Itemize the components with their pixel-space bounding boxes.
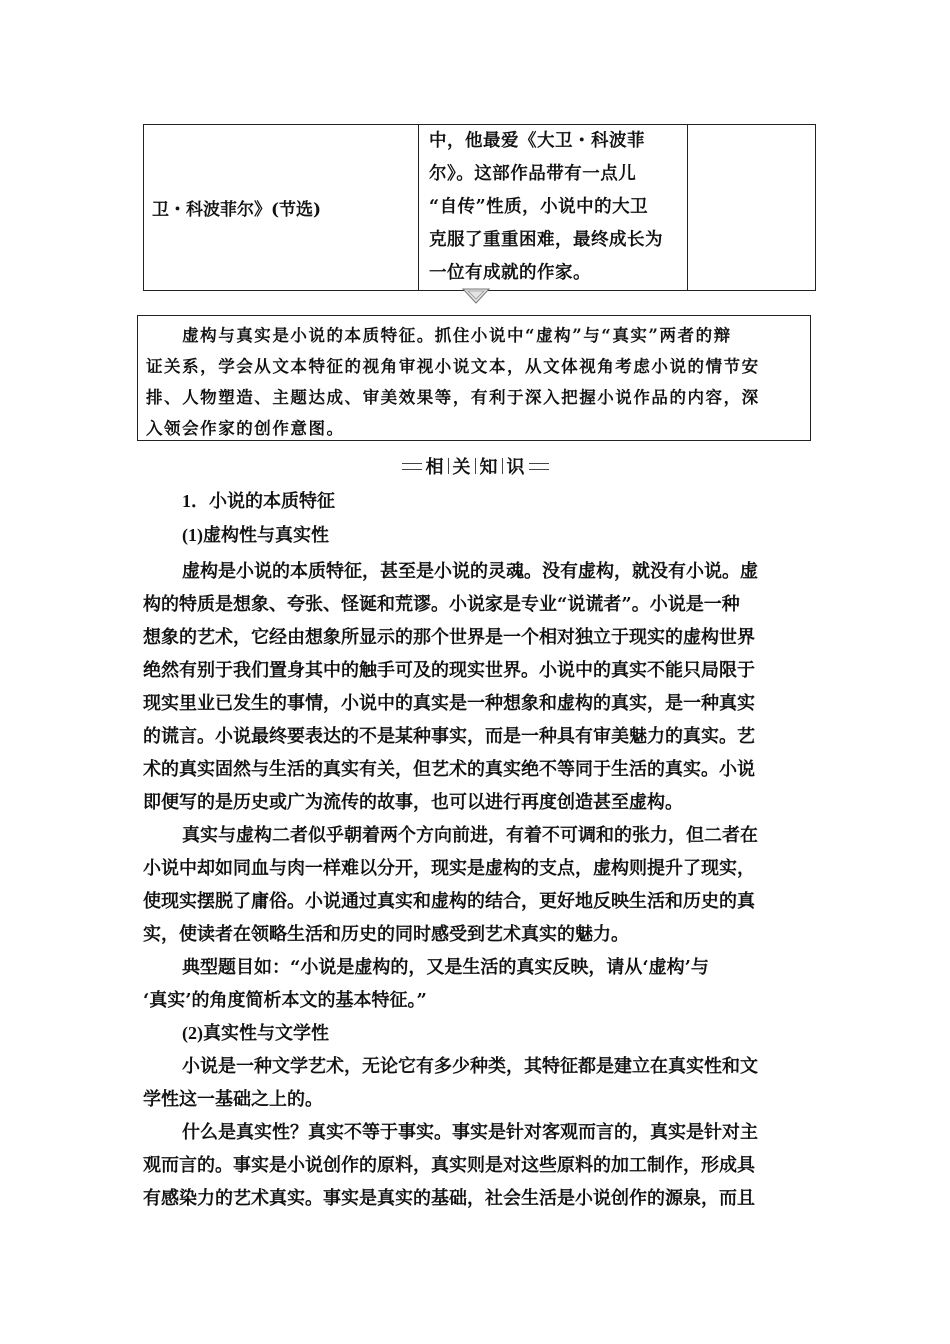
paragraph-line: 小说中却如同血与肉一样难以分开，现实是虚构的支点，虚构则提升了现实， — [143, 858, 755, 879]
paragraph-line: 观而言的。事实是小说创作的原料，真实则是对这些原料的加工制作，形成具 — [143, 1155, 755, 1176]
paragraph-line: 即便写的是历史或广为流传的故事，也可以进行再度创造甚至虚构。 — [143, 792, 683, 813]
intro-line: 虚构与真实是小说的本质特征。抓住小说中“虚构”与“真实”两者的辩 — [146, 326, 732, 345]
table-desc-line: “自传”性质，小说中的大卫 — [429, 197, 649, 217]
heading-char: 相 — [425, 457, 444, 478]
heading-char: 知 — [479, 457, 498, 478]
intro-box — [137, 315, 811, 441]
table-desc-line: 克服了重重困难，最终成长为 — [429, 230, 663, 250]
heading-char: 识 — [506, 457, 525, 478]
paragraph-line: 什么是真实性？真实不等于事实。事实是针对客观而言的，真实是针对主 — [182, 1122, 758, 1143]
decor-double-bar-right — [529, 463, 549, 470]
paragraph-line: 现实里业已发生的事情，小说中的真实是一种想象和虚构的真实，是一种真实 — [143, 693, 755, 714]
down-arrow-icon — [461, 288, 491, 306]
paragraph-line: 学性这一基础之上的。 — [143, 1089, 323, 1110]
paragraph-line: 术的真实固然与生活的真实有关，但艺术的真实绝不等同于生活的真实。小说 — [143, 759, 755, 780]
paragraph-line: 小说是一种文学艺术，无论它有多少种类，其特征都是建立在真实性和文 — [182, 1056, 758, 1077]
intro-line: 入领会作家的创作意图。 — [146, 419, 345, 438]
section-heading — [395, 452, 555, 480]
section-title: 1．小说的本质特征 — [182, 491, 335, 511]
paragraph-line: 典型题目如：“小说是虚构的，又是生活的真实反映，请从‘虚构’与 — [182, 957, 709, 978]
intro-line: 排、人物塑造、主题达成、审美效果等，有利于深入把握小说作品的内容，深 — [146, 388, 760, 407]
intro-line: 证关系，学会从文本特征的视角审视小说文本，从文体视角考虑小说的情节安 — [146, 357, 760, 376]
heading-char: 关 — [452, 457, 471, 478]
paragraph-line: 有感染力的艺术真实。事实是真实的基础，社会生活是小说创作的源泉，而且 — [143, 1188, 755, 1209]
table-desc-line: 一位有成就的作家。 — [429, 263, 591, 283]
table-cell-empty — [688, 125, 816, 291]
paragraph-line: 使现实摆脱了庸俗。小说通过真实和虚构的结合，更好地反映生活和历史的真 — [143, 891, 755, 912]
table-cell-description — [419, 125, 688, 291]
paragraph-line: 想象的艺术，它经由想象所显示的那个世界是一个相对独立于现实的虚构世界 — [143, 627, 755, 648]
table-desc-line: 中，他最爱《大卫・科波菲 — [429, 131, 645, 151]
subsection-title: (1)虚构性与真实性 — [182, 525, 329, 545]
decor-double-bar-left — [402, 463, 422, 470]
paragraph-line: 实，使读者在领略生活和历史的同时感受到艺术真实的魅力。 — [143, 924, 629, 945]
info-table — [143, 124, 816, 291]
table-cell-title: 卫・科波菲尔》(节选) — [144, 125, 419, 291]
paragraph-line: 的谎言。小说最终要表达的不是某种事实，而是一种具有审美魅力的真实。艺 — [143, 726, 755, 747]
paragraph-line: 构的特质是想象、夸张、怪诞和荒谬。小说家是专业“说谎者”。小说是一种 — [143, 594, 740, 615]
subsection-title: (2)真实性与文学性 — [182, 1023, 329, 1043]
paragraph-line: 真实与虚构二者似乎朝着两个方向前进，有着不可调和的张力，但二者在 — [182, 825, 758, 846]
paragraph-line: 绝然有别于我们置身其中的触手可及的现实世界。小说中的真实不能只局限于 — [143, 660, 755, 681]
table-desc-line: 尔》。这部作品带有一点儿 — [429, 164, 637, 184]
paragraph-line: 虚构是小说的本质特征，甚至是小说的灵魂。没有虚构，就没有小说。虚 — [182, 561, 758, 582]
paragraph-line: ‘真实’的角度简析本文的基本特征。” — [143, 990, 427, 1011]
